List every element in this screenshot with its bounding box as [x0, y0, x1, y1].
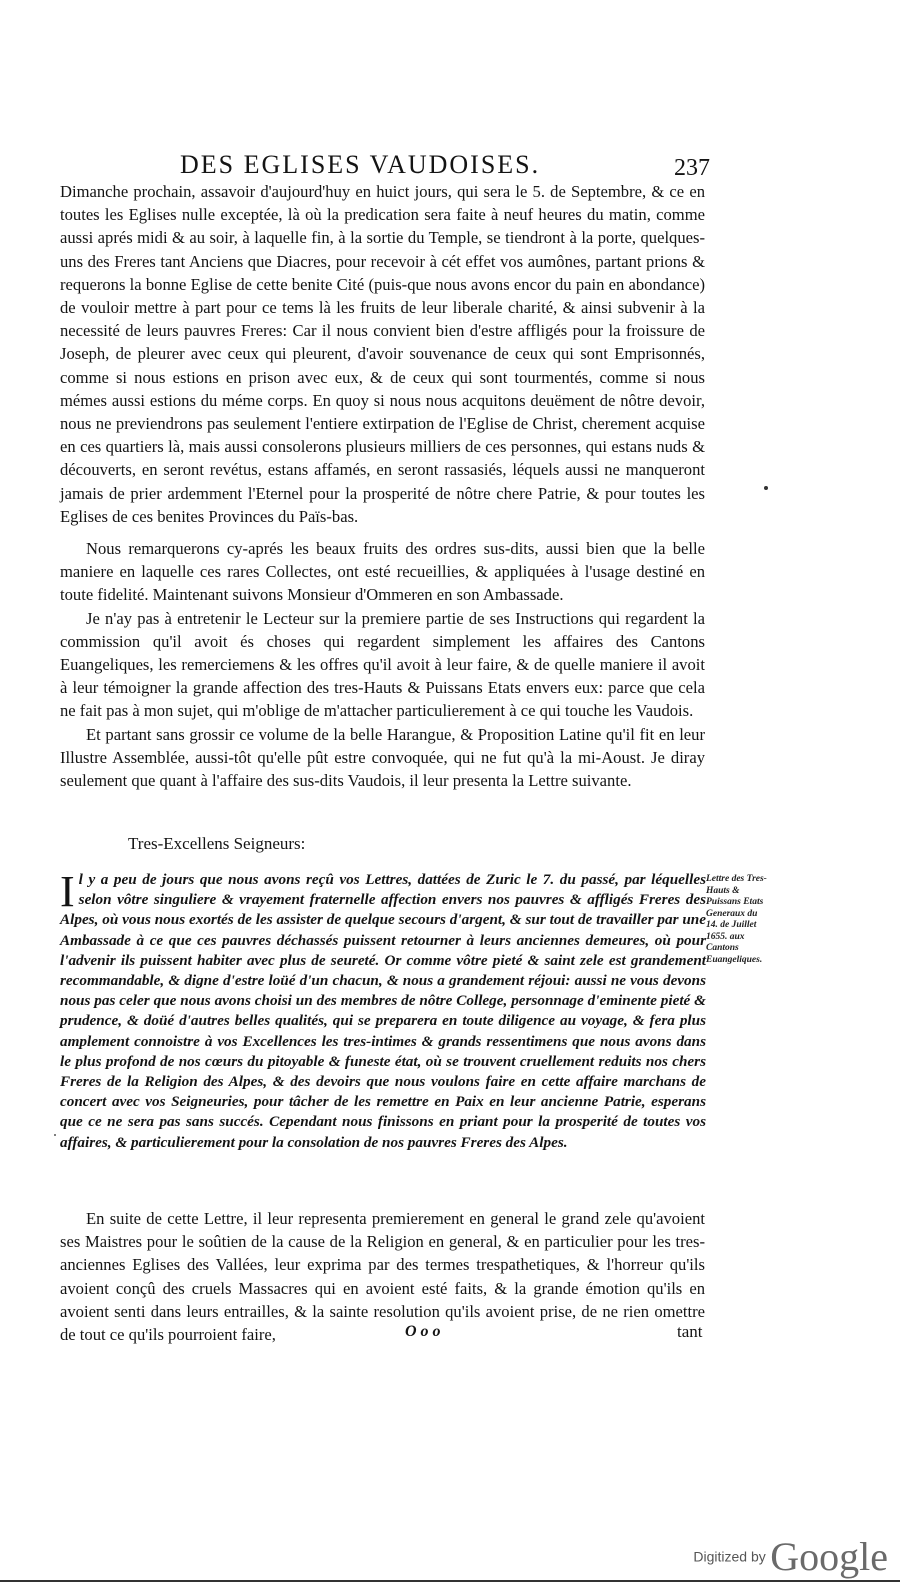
paragraph-5: En suite de cette Lettre, il leur representa premierement en general le grand zele qu'avoient ses Maistres pour le soûtien de la cause de la Religion en general, & en particulier pour les tres-anciennes Eglises des Vallées, leur exprima par des termes trespathetiques, & l'horreur qu'ils avoient conçû des cruels Massacres qui en avoient esté faits, & la grande émotion qu'ils en avoient senti dans leurs entrailles, & la sainte resolution qu'ils avoient prise, de ne rien omettre de tout ce qu'ils pourroient faire, [60, 1209, 705, 1345]
letter-salutation: Tres-Excellens Seigneurs: [128, 834, 306, 853]
watermark-prefix: Digitized by [693, 1548, 766, 1565]
google-logo: Google [770, 1534, 888, 1579]
running-title: DES EGLISES VAUDOISES. [180, 150, 541, 179]
text-block-middle [60, 537, 705, 792]
text-block-bottom [60, 1207, 705, 1346]
page-number: 237 [674, 155, 710, 181]
paragraph-4: Et partant sans grossir ce volume de la belle Harangue, & Proposition Latine qu'il fit en leur Illustre Assemblée, aussi-tôt qu'elle pût estre convoquée, qui ne fut qu'à la mi-Aoust. Je diray seulement que quant à l'affaire des sus-dits Vaudois, il leur presenta la Lettre suivante. [60, 724, 705, 791]
letter-text: l y a peu de jours que nous avons reçû vos Lettres, dattées de Zuric le 7. du passé, par léquelles selon vôtre singuliere & vrayement fraternelle affection envers nos pauvres & affligés Freres des Alpes, où vous nous exortés de les assister de quelque secours d'argent, & sur tout de travailler par une Ambassade à ce que ces pauvres déchassés puissent retourner à leurs anciennes demeures, où pour l'advenir ils puissent habiter avec plus de seureté. Or comme vôtre pieté & saint zele est grandement recommandable, & digne d'estre loüé d'un chacun, & nous a grandement réjoui: aussi ne vous devons nous pas celer que nous avons choisi un des membres de nôtre College, personnage d'eminente pieté & prudence, & doüé d'autres belles qualités, qui se preparera en toute diligence au voyage, & fera plus amplement connoistre à vos Excellences les tres-intimes & grands ressentimens que nous avons dans le plus profond de nos cœurs du pitoyable & funeste état, où se trouvent cruellement reduits nos chers Freres de la Religion des Alpes, & des devoirs que nous voulons faire en cette affaire marchans de concert avec vos Seigneuries, pour tâcher de les remettre en Paix en leur ancienne Patrie, esperans que ce ne sera pas sans succés. Cependant nous finissons en priant pour la prosperité de toutes vos affaires, & particulierement pour la consolation de nos pauvres Freres des Alpes. [60, 871, 706, 1151]
drop-cap: I [60, 867, 75, 916]
ink-speck-small [54, 1134, 56, 1136]
ink-speck [764, 486, 768, 490]
catchword: tant [677, 1322, 703, 1341]
digitized-watermark [693, 1533, 888, 1580]
text-block-top [60, 180, 705, 528]
page-bottom-edge [0, 1580, 900, 1582]
margin-note: Lettre des Tres-Hauts & Puissans Etats Generaux du 14. de Juillet 1655. aux Cantons Euangeliques. [706, 874, 767, 965]
paragraph-1: Dimanche prochain, assavoir d'aujourd'huy en huict jours, qui sera le 5. de Septembre, & ce en toutes les Eglises nulle exceptée, là où la predication sera faite à neuf heures du matin, comme aussi aprés midi & au soir, à laquelle fin, à la sortie du Temple, se tiendront à la porte, quelques-uns des Freres tant Anciens que Diacres, pour recevoir à cét effet vos aumônes, partant prions & requerons la bonne Eglise de cette benite Cité (puis-que nous avons encor du pain en abondance) de vouloir mettre à part pour ce tems là les fruits de leur liberale charité, & ainsi subvenir à la necessité de leurs pauvres Freres: Car il nous convient bien d'estre affligés pour la froissure de Joseph, de pleurer avec ceux qui pleurent, d'avoir souvenance de ceux qui sont Emprisonnés, comme si nous estions en prison avec eux, & de ceux qui sont tourmentés, comme si nous mémes aussi estions du méme corps. En quoy si nous nous acquitons deuëment de nôtre devoir, nous ne previendrons pas seulement l'entiere extirpation de l'Eglise de Christ, cherement acquise en ces quartiers là, mais aussi consolerons plusieurs milliers de ces personnes, qui estans nuds & découverts, en seront revétus, estans affamés, en seront rassasiés, léquels aussi ne manqueront jamais de prier ardemment l'Eternel pour la prosperité de nôtre chere Patrie, & pour toutes les Eglises de ces benites Provinces du Païs-bas. [60, 182, 705, 526]
letter-body [60, 867, 706, 1153]
paragraph-2: Nous remarquerons cy-aprés les beaux fruits des ordres sus-dits, aussi bien que la belle maniere en laquelle ces rares Collectes, ont esté recueillies, & appliquées à l'usage destiné en toute fidelité. Maintenant suivons Monsieur d'Ommeren en son Ambassade. [60, 539, 705, 605]
signature-mark: O o o [405, 1323, 441, 1340]
paragraph-3: Je n'ay pas à entretenir le Lecteur sur la premiere partie de ses Instructions qui regardent la commission qu'il avoit és choses qui regardent simplement les affaires des Cantons Euangeliques, les remerciemens & les offres qu'il avoit à leur faire, & de quelle maniere il avoit à leur témoigner la grande affection des tres-Hauts & Puissans Etats envers eux: parce que cela ne fait pas à mon sujet, qui m'oblige de m'attacher particulierement à ce qui touche les Vaudois. [60, 608, 705, 721]
